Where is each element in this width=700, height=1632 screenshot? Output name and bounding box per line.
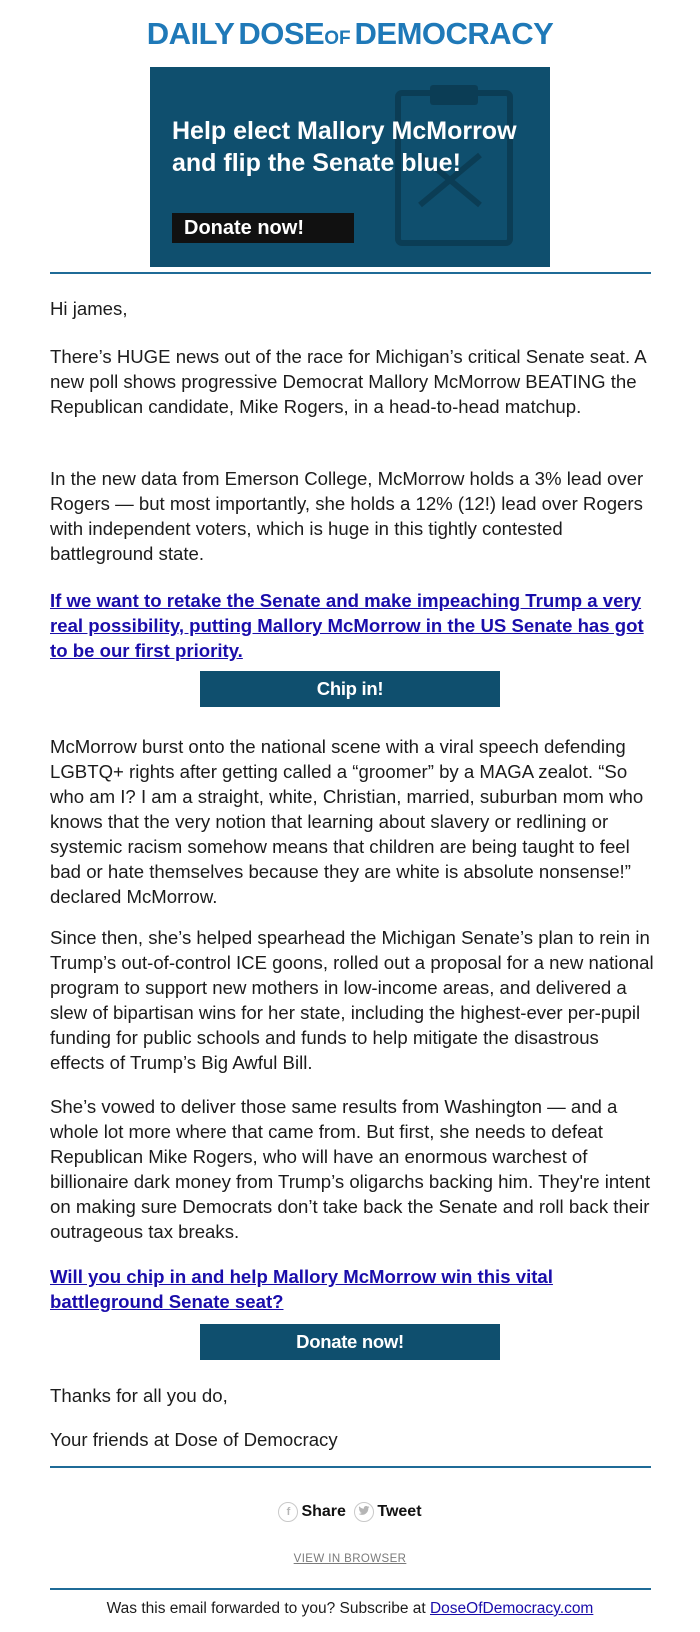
signoff-line: Your friends at Dose of Democracy bbox=[50, 1429, 338, 1450]
twitter-icon bbox=[354, 1502, 374, 1522]
paragraph-warchest: She’s vowed to deliver those same results from Washington — and a whole lot more where that came from. But first, she needs to defeat Republican Mike Rogers, who will have an enormous warchest of billionaire dark money from Trump’s oligarchs backing him. They're intent on making sure Democrats don’t take back the Senate and roll back their outrageous tax breaks. bbox=[50, 1096, 651, 1242]
share-twitter-button[interactable] bbox=[354, 1502, 421, 1522]
share-facebook-button[interactable] bbox=[278, 1502, 345, 1522]
logo-word-of: OF bbox=[324, 28, 351, 49]
view-in-browser-link[interactable]: VIEW IN BROWSER bbox=[293, 1553, 407, 1565]
divider bbox=[50, 1466, 651, 1468]
donate-now-button[interactable]: Donate now! bbox=[200, 1324, 500, 1360]
footer-text: Was this email forwarded to you? Subscribe at bbox=[106, 1600, 430, 1617]
logo-word-daily: DAILY bbox=[146, 16, 235, 51]
paragraph-accomplishments: Since then, she’s helped spearhead the Michigan Senate’s plan to rein in Trump’s out-of-control ICE goons, rolled out a proposal for a new national program to support new mothers in low-income areas, and delivered a slew of bipartisan wins for her state, including the highest-ever per-pupil funding for public schools and funds to help mitigate the disastrous effects of Trump’s Big Awful Bill. bbox=[50, 927, 654, 1073]
hero-banner[interactable] bbox=[150, 67, 550, 267]
paragraph-viral-speech: McMorrow burst onto the national scene with a viral speech defending LGBTQ+ rights after getting called a “groomer” by a MAGA zealot. “So who am I? I am a straight, white, Christian, married, suburban mom who knows that the very notion that learning about slavery or redlining or systemic racism somehow means that children are being taught to feel bad or hate themselves because they are white is absolute nonsense!” declared McMorrow. bbox=[50, 736, 644, 907]
banner-headline: Help elect Mallory McMorrow and flip the Senate blue! bbox=[172, 117, 517, 177]
chip-in-link[interactable]: Will you chip in and help Mallory McMorrow win this vital battleground Senate seat? bbox=[50, 1266, 553, 1312]
thanks-line: Thanks for all you do, bbox=[50, 1385, 228, 1406]
chip-in-button[interactable]: Chip in! bbox=[200, 671, 500, 707]
greeting: Hi james, bbox=[50, 298, 128, 319]
logo-word-dose: DOSE bbox=[238, 16, 325, 51]
share-label: Share bbox=[301, 1503, 346, 1520]
footer-subscribe bbox=[0, 1600, 700, 1618]
tweet-label: Tweet bbox=[377, 1503, 422, 1520]
banner-donate-button[interactable]: Donate now! bbox=[172, 213, 354, 243]
paragraph-emerson-data: In the new data from Emerson College, McMorrow holds a 3% lead over Rogers — but most importantly, she holds a 12% (12!) lead over Rogers with independent voters, which is huge in this tightly contested battleground state. bbox=[50, 468, 644, 564]
social-share-bar bbox=[0, 1502, 700, 1522]
facebook-icon: f bbox=[278, 1502, 298, 1522]
paragraph-poll-news: There’s HUGE news out of the race for Michigan’s critical Senate seat. A new poll shows progressive Democrat Mallory McMorrow BEATING the Republican candidate, Mike Rogers, in a head-to-head matchup. bbox=[50, 346, 646, 417]
brand-logo[interactable] bbox=[0, 18, 700, 49]
logo-word-democracy: DEMOCRACY bbox=[354, 16, 554, 51]
divider bbox=[50, 1588, 651, 1590]
subscribe-link[interactable]: DoseOfDemocracy.com bbox=[429, 1600, 594, 1617]
divider bbox=[50, 272, 651, 274]
priority-link[interactable]: If we want to retake the Senate and make impeaching Trump a very real possibility, putting Mallory McMorrow in the US Senate has got to be our first priority. bbox=[50, 590, 644, 661]
